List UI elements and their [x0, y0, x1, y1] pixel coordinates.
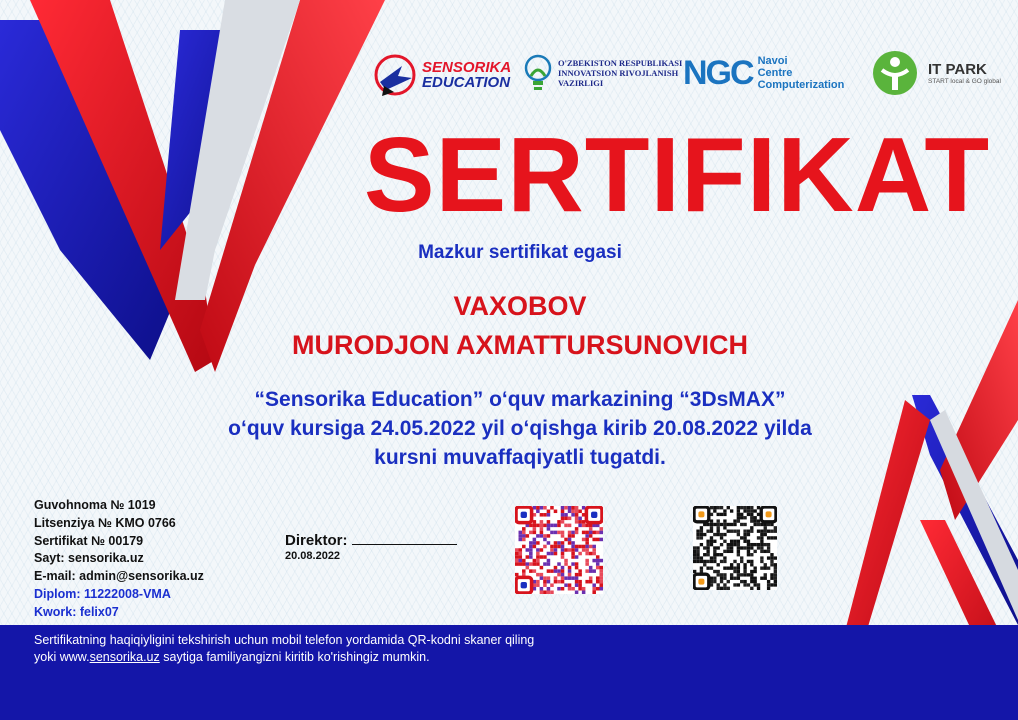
- ministry-logo: [522, 52, 682, 94]
- director-signature: [285, 530, 457, 549]
- course-description: [130, 385, 910, 472]
- certificate-title: SERTIFIKAT: [363, 116, 991, 234]
- sensorika-logo-line1: SENSORIKA: [422, 59, 512, 76]
- qr-code-colored-icon[interactable]: [515, 506, 603, 594]
- info-diplom: Diplom: 11222008-VMA: [34, 586, 171, 601]
- sensorika-logo: [372, 52, 511, 98]
- course-line-2: o‘quv kursiga 24.05.2022 yil o‘qishga kirib 20.08.2022 yilda: [228, 417, 812, 440]
- recipient-surname: VAXOBOV: [453, 291, 587, 321]
- itpark-logo: [872, 50, 1001, 96]
- director-label: Direktor:: [285, 532, 348, 549]
- qr-code-kwork-icon[interactable]: [693, 506, 777, 590]
- ngc-line2: Centre: [757, 67, 793, 79]
- certificate-info: [34, 497, 204, 622]
- itpark-emblem-icon: [872, 50, 922, 96]
- footer-line-1: Sertifikatning haqiqiyligini tekshirish uchun mobil telefon yordamida QR-kodni skaner qiling: [34, 633, 535, 647]
- ngc-mark: NGC: [683, 54, 753, 92]
- info-sayt: Sayt: sensorika.uz: [34, 551, 144, 566]
- itpark-subtitle: START local & GO global: [928, 78, 1001, 85]
- ministry-line3: VAZIRLIGI: [558, 78, 604, 88]
- ngc-line3: Computerization: [757, 79, 845, 91]
- info-kwork: Kwork: felix07: [34, 604, 119, 619]
- footer-website-link[interactable]: sensorika.uz: [89, 650, 160, 664]
- ministry-line1: O'ZBEKISTON RESPUBLIKASI: [558, 58, 683, 68]
- signature-line: [352, 530, 457, 545]
- director-date: 20.08.2022: [285, 550, 341, 562]
- sensorika-emblem-icon: [372, 52, 418, 98]
- info-litsenziya: Litsenziya № KMO 0766: [34, 515, 176, 530]
- footer-text: [34, 632, 534, 666]
- ngc-logo: [683, 55, 844, 91]
- ngc-line1: Navoi: [757, 55, 788, 67]
- lightbulb-icon: [522, 52, 554, 94]
- footer-prefix: yoki www.: [34, 650, 90, 664]
- footer-suffix: saytiga familiyangizni kiritib ko'rishingiz mumkin.: [159, 650, 430, 664]
- info-email: E-mail: admin@sensorika.uz: [34, 569, 204, 584]
- footer-line-2: [34, 649, 534, 666]
- certificate-subtitle: Mazkur sertifikat egasi: [418, 242, 622, 263]
- info-sertifikat: Sertifikat № 00179: [34, 533, 144, 548]
- info-guvohnoma: Guvohnoma № 1019: [34, 498, 156, 512]
- course-line-3: kursni muvaffaqiyatli tugatdi.: [374, 446, 666, 469]
- ministry-line2: INNOVATSION RIVOJLANISH: [558, 68, 679, 78]
- course-line-1: “Sensorika Education” o‘quv markazining “3DsMAX”: [254, 388, 786, 411]
- itpark-title: IT PARK: [928, 61, 987, 78]
- sensorika-logo-line2: EDUCATION: [422, 74, 511, 91]
- recipient-given-names: MURODJON AXMATTURSUNOVICH: [292, 330, 748, 360]
